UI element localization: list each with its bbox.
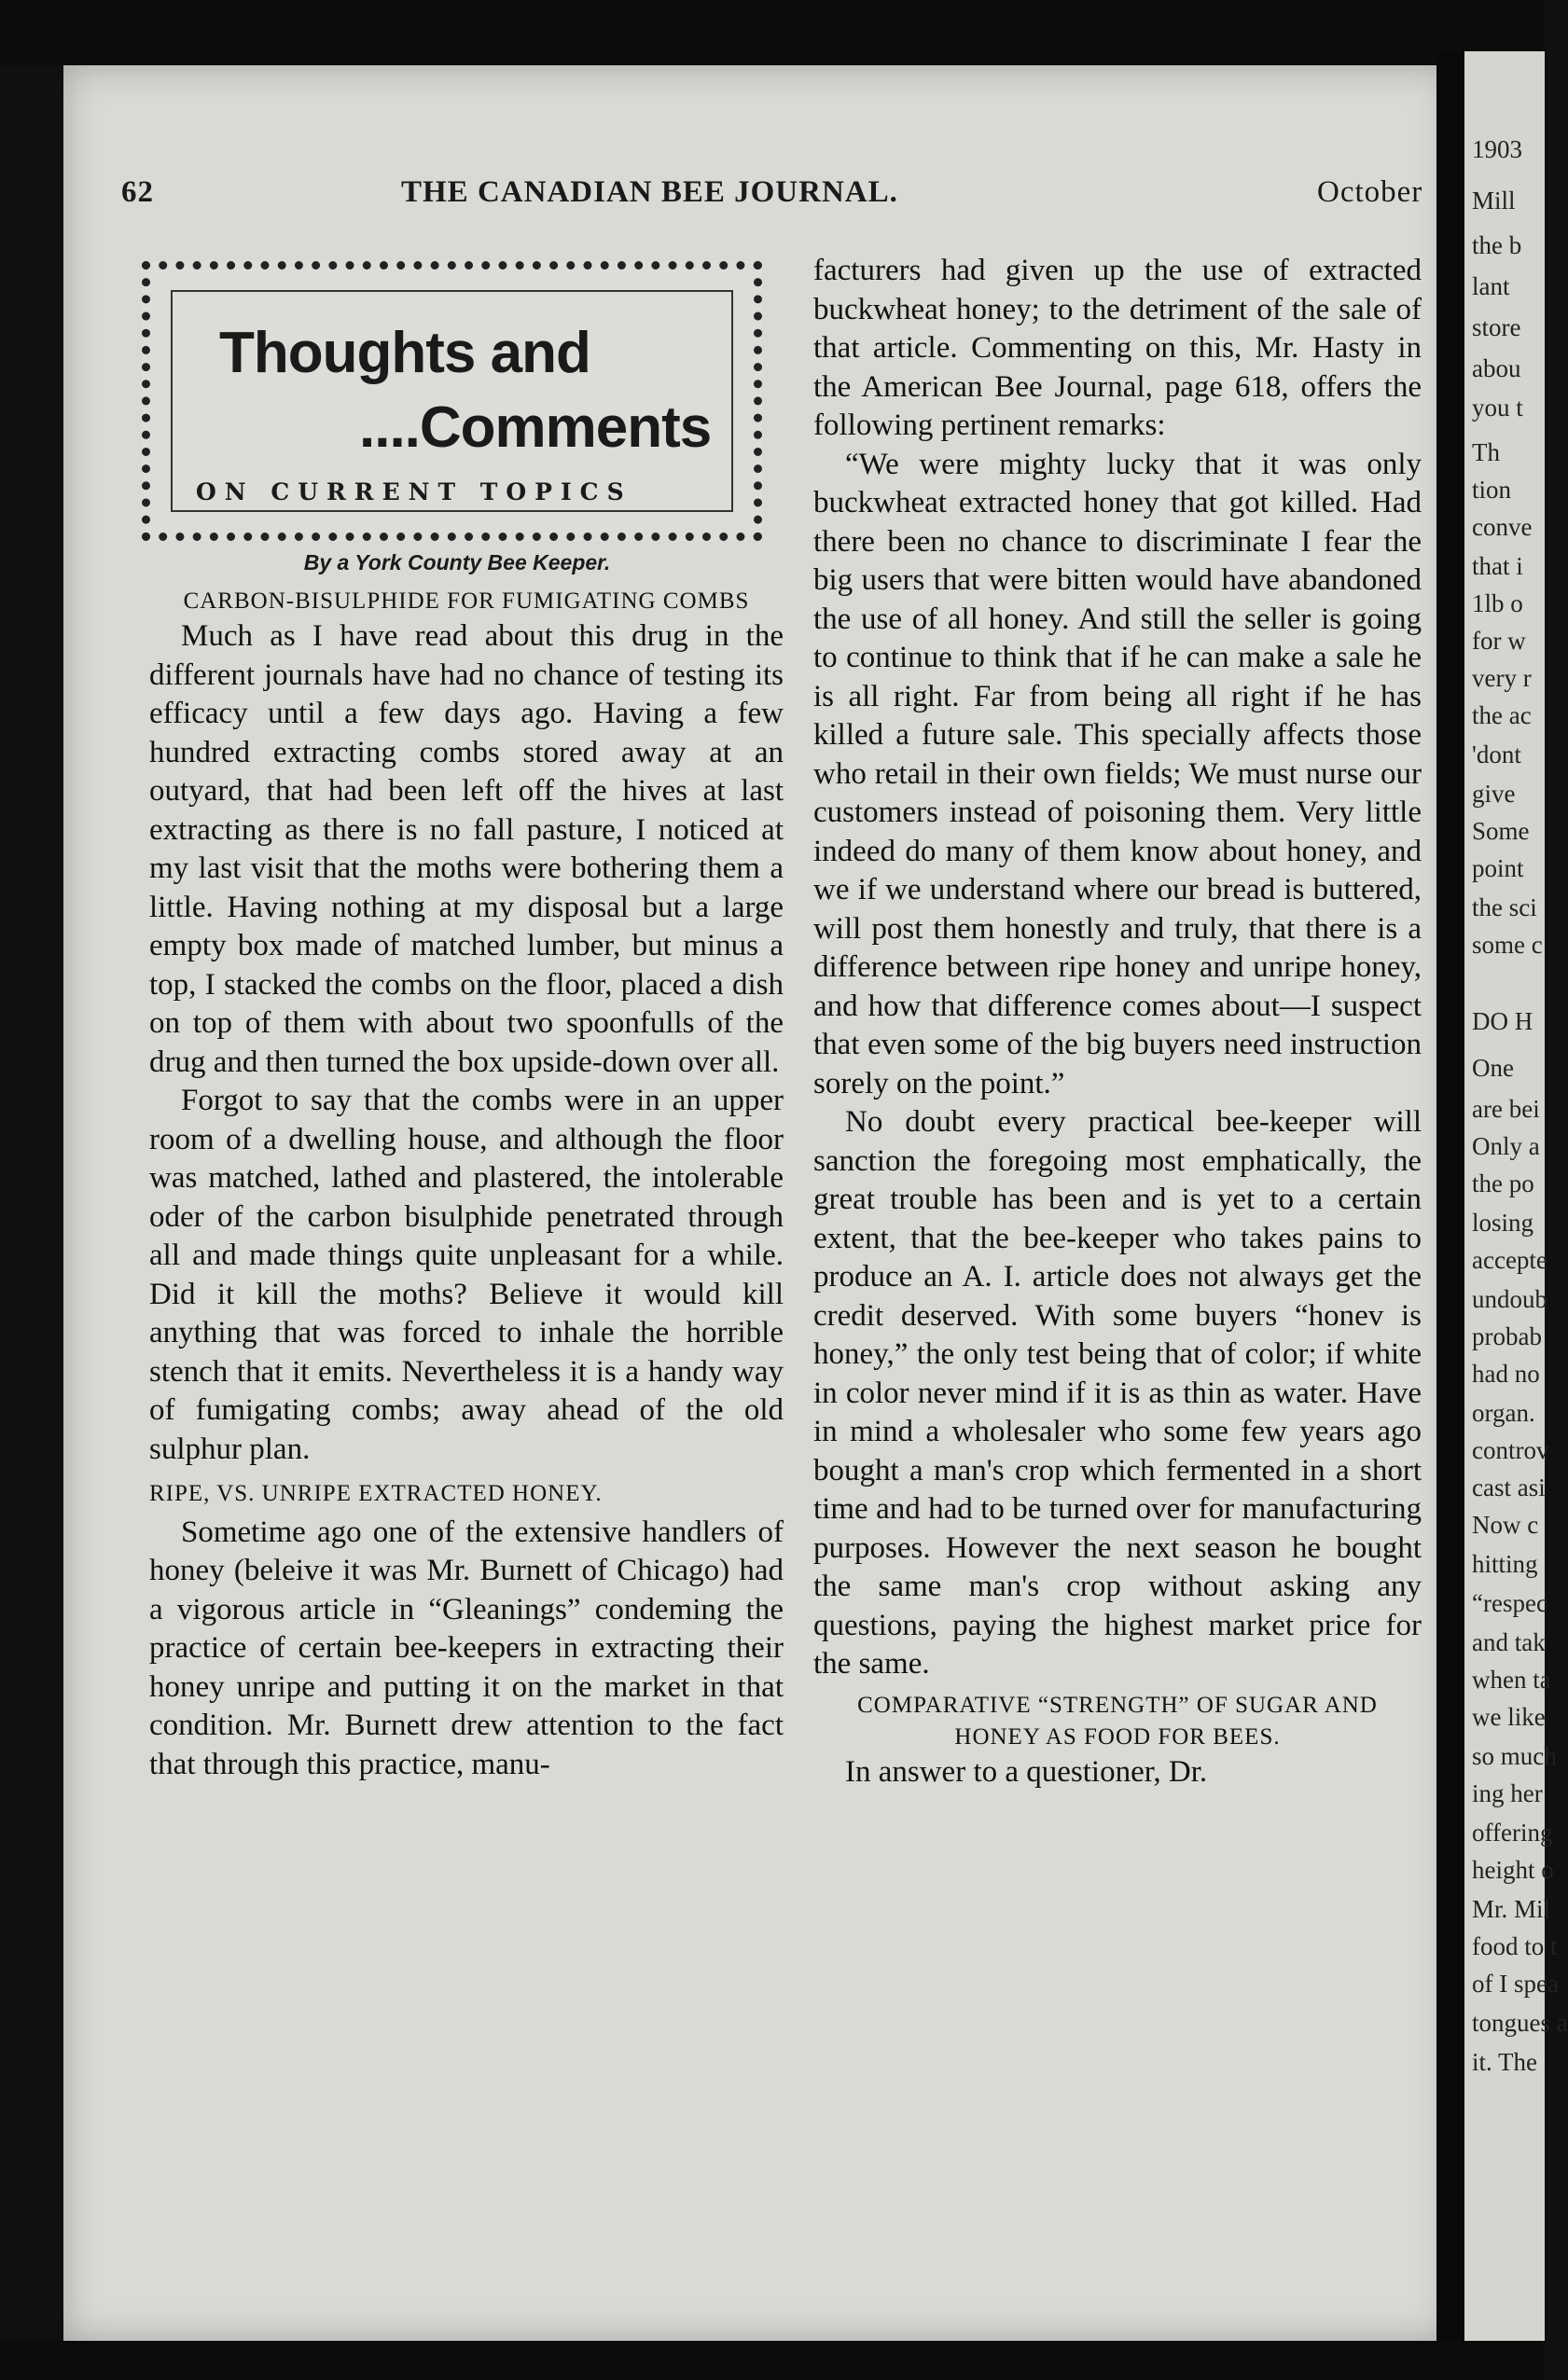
- next-page-fragment: Now c: [1472, 1511, 1539, 1539]
- next-page-fragment: 'dont: [1472, 740, 1521, 768]
- next-page-fragment: losing: [1472, 1209, 1534, 1237]
- adjacent-page-fragment: [1464, 51, 1568, 2355]
- next-page-fragment: “respec: [1472, 1589, 1547, 1617]
- next-page-fragment: Th: [1472, 438, 1500, 466]
- next-page-fragment: 1lb o: [1472, 589, 1523, 617]
- next-page-fragment: abou: [1472, 354, 1521, 382]
- next-page-fragment: controv: [1472, 1436, 1549, 1464]
- next-page-fragment: offering: [1472, 1819, 1553, 1847]
- paragraph: Much as I have read about this drug in the different journals have had no chance of testing its efficacy until a few days ago. Having a few hundred extracting combs stored away at an outyard, that had been left off the hives at last extracting as there is no fall pasture, I noticed at my last visit that the moths were bothering them a little. Having nothing at my disposal but a large empty box made of matched lumber, but minus a top, I stacked the combs on the floor, placed a dish on top of them with about two spoonfulls of the drug and then turned the box upside-down over all.: [149, 619, 784, 1079]
- journal-title: THE CANADIAN BEE JOURNAL.: [401, 175, 898, 209]
- issue-month: October: [1317, 175, 1423, 209]
- next-page-fragment: probab: [1472, 1322, 1542, 1350]
- scan-border-bottom: [0, 2341, 1545, 2380]
- next-page-fragment: store: [1472, 313, 1521, 341]
- next-page-fragment: when ta: [1472, 1666, 1551, 1694]
- next-page-fragment: of I spea: [1472, 1970, 1559, 1998]
- paragraph: In answer to a questioner, Dr.: [845, 1754, 1208, 1789]
- next-page-fragment: organ.: [1472, 1399, 1535, 1427]
- next-page-fragment: had no: [1472, 1360, 1540, 1388]
- next-page-fragment: undoub: [1472, 1285, 1547, 1313]
- next-page-fragment: food to t: [1472, 1932, 1558, 1960]
- next-page-fragment: for w: [1472, 627, 1526, 655]
- quoted-paragraph: “We were mighty lucky that it was only buckwheat extracted honey that got killed. Had there been no chance to discriminate I fear the big users that were bitten would have abandoned the use of all honey. And still the seller is going to continue to think that if he can make a sale he is all right. Far from being all right if he has killed a future sale. This specially affects those who retail in their own fields; We must nurse our customers instead of poisoning them. Very little indeed do many of them know about honey, and we if we understand where our bread is buttered, will post them honestly and truly, that there is a difference between ripe honey and unripe honey, and how that difference comes about—I suspect that even some of the big buyers need instruction sorely on the point.”: [813, 447, 1422, 1100]
- next-page-fragment: we like: [1472, 1703, 1546, 1731]
- next-page-fragment: tion: [1472, 476, 1512, 504]
- page-number: 62: [121, 175, 154, 209]
- next-page-fragment: tongues a: [1472, 2009, 1568, 2037]
- title-frame: [171, 290, 733, 512]
- gutter-shadow: [1436, 51, 1464, 2355]
- next-page-fragment: that i: [1472, 552, 1523, 580]
- next-page-fragment: cast asi: [1472, 1474, 1546, 1501]
- next-page-fragment: the sci: [1472, 893, 1537, 921]
- next-page-fragment: it. The: [1472, 2048, 1537, 2076]
- next-page-fragment: give: [1472, 780, 1516, 808]
- next-page-fragment: One: [1472, 1054, 1514, 1082]
- next-page-fragment: hitting: [1472, 1550, 1538, 1578]
- next-page-fragment: 1903: [1472, 135, 1522, 163]
- column-title-box: [142, 261, 762, 541]
- next-page-fragment: so much: [1472, 1742, 1557, 1770]
- article-column-right: [813, 252, 1422, 1792]
- next-page-fragment: the b: [1472, 231, 1522, 259]
- paragraph: Sometime ago one of the extensive handlers of honey (beleive it was Mr. Burnett of Chicago) had a vigorous article in “Gleanings” condeming the practice of certain bee-keepers in extracting their honey unripe and putting it on the market in that condition. Mr. Burnett drew attention to the fact that through this practice, manu-: [149, 1515, 784, 1781]
- paragraph: Forgot to say that the combs were in an upper room of a dwelling house, and although the floor was matched, lathed and plastered, the intolerable oder of the carbon bisulphide penetrated through all and made things quite unpleasant for a while. Did it kill the moths? Believe it would kill anything that was forced to inhale the horrible stench that it emits. Nevertheless it is a handy way of fumigating combs; away ahead of the old sulphur plan.: [149, 1084, 784, 1466]
- next-page-fragment: Some: [1472, 817, 1530, 845]
- paragraph: No doubt every practical bee-keeper will sanction the foregoing most emphatically, the great trouble has been and is yet to a certain extent, that the bee-keeper who takes pains to produce an A. I. article does not always get the credit deserved. With some buyers “honev is honey,” the only test being that of color; if white in color never mind if it is as thin as water. Have in mind a wholesaler who some few years ago bought a man's crop which fermented in a short time and had to be turned over for manufacturing purposes. However the next season he bought the same man's crop without asking any questions, paying the highest market price for the same.: [813, 1105, 1422, 1681]
- box-title-line2: ....Comments: [359, 395, 712, 460]
- next-page-fragment: DO H: [1472, 1007, 1533, 1035]
- next-page-fragment: Only a: [1472, 1132, 1540, 1160]
- next-page-fragment: Mr. Mil: [1472, 1895, 1551, 1923]
- next-page-fragment: ing her: [1472, 1779, 1543, 1807]
- next-page-fragment: and tak: [1472, 1628, 1546, 1656]
- article-column-left: [149, 586, 784, 1784]
- paragraph: facturers had given up the use of extracted buckwheat honey; to the detriment of the sale of that article. Commenting on this, Mr. Hasty in the American Bee Journal, page 618, offers the following pertinent remarks:: [813, 254, 1422, 442]
- box-title-line1: Thoughts and: [219, 321, 590, 385]
- section-heading-comparative-strength: COMPARATIVE “STRENGTH” OF SUGAR AND HONEY AS FOOD FOR BEES.: [857, 1692, 1378, 1750]
- scan-border-top: [0, 0, 1545, 65]
- running-header: [121, 175, 1436, 222]
- next-page-fragment: some c: [1472, 931, 1543, 959]
- next-page-fragment: are bei: [1472, 1095, 1540, 1123]
- next-page-fragment: the po: [1472, 1169, 1534, 1197]
- next-page-fragment: lant: [1472, 272, 1510, 300]
- section-heading-carbon-bisulphide: CARBON-BISULPHIDE FOR FUMIGATING COMBS: [183, 588, 750, 614]
- next-page-fragment: the ac: [1472, 701, 1532, 729]
- next-page-fragment: point: [1472, 854, 1524, 882]
- next-page-fragment: Mill: [1472, 187, 1516, 214]
- byline: By a York County Bee Keeper.: [303, 550, 611, 574]
- next-page-fragment: height o: [1472, 1856, 1554, 1884]
- next-page-fragment: you t: [1472, 394, 1523, 422]
- next-page-fragment: very r: [1472, 664, 1532, 692]
- box-subtitle: ON CURRENT TOPICS: [196, 478, 632, 505]
- section-heading-ripe-unripe: RIPE, VS. UNRIPE EXTRACTED HONEY.: [149, 1481, 603, 1506]
- next-page-fragment: conve: [1472, 513, 1533, 541]
- next-page-fragment: accepte: [1472, 1246, 1547, 1274]
